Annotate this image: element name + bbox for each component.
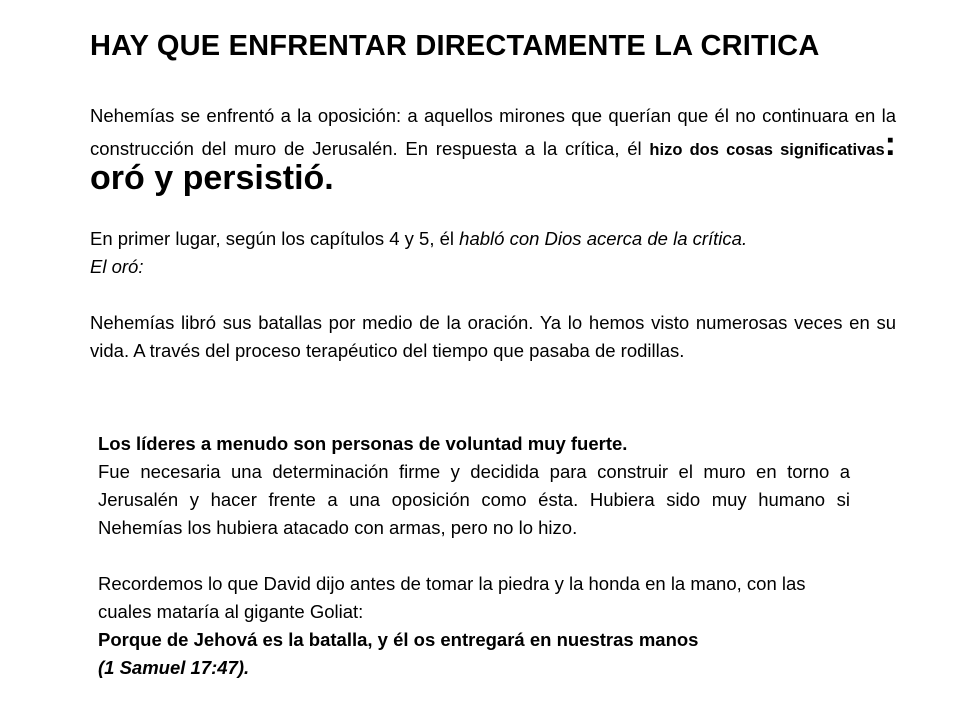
first-point-paragraph [90,225,896,253]
intro-paragraph [90,102,896,197]
scripture-citation-text: (1 Samuel 17:47). [98,657,250,678]
slide-title: HAY QUE ENFRENTAR DIRECTAMENTE LA CRITICA [90,30,820,62]
scripture-quote [98,626,850,654]
leaders-section [98,430,850,682]
first-point-italic: habló con Dios acerca de la crítica. [459,228,748,249]
scripture-citation [98,654,850,682]
spacer [90,281,896,309]
prayed-line [90,253,896,281]
intro-key-phrase: : oró y persistió. [90,125,896,197]
intro-bold-phrase: hizo dos cosas significativas [649,141,885,159]
david-paragraph: Recordemos lo que David dijo antes de tomar la piedra y la honda en la mano, con las cuales mataría al gigante Goliat: [98,573,806,622]
leaders-heading [98,430,850,458]
intro-text: Nehemías se enfrentó a la oposición: a aquellos mirones que querían que él no continuara en la construcción del muro de Jerusalén. En respuesta a la crítica, él [90,105,896,159]
first-point-text: En primer lugar, según los capítulos 4 y 5, él [90,228,460,249]
spacer [98,542,850,570]
spacer [90,197,896,225]
prayed-label: El oró: [90,256,144,277]
scripture-quote-text: Porque de Jehová es la batalla, y él os entregará en nuestras manos [98,629,699,650]
leaders-paragraph: Fue necesaria una determinación firme y decidida para construir el muro en torno a Jerusalén y hacer frente a una oposición como ésta. Hubiera sido muy humano si Nehemías los hubiera atacado con armas, pero no lo hizo. [98,461,850,538]
prayer-paragraph: Nehemías libró sus batallas por medio de la oración. Ya lo hemos visto numerosas veces en su vida. A través del proceso terapéutico del tiempo que pasaba de rodillas. [90,312,896,361]
leaders-heading-text: Los líderes a menudo son personas de voluntad muy fuerte. [98,433,628,454]
intro-section [90,102,896,365]
